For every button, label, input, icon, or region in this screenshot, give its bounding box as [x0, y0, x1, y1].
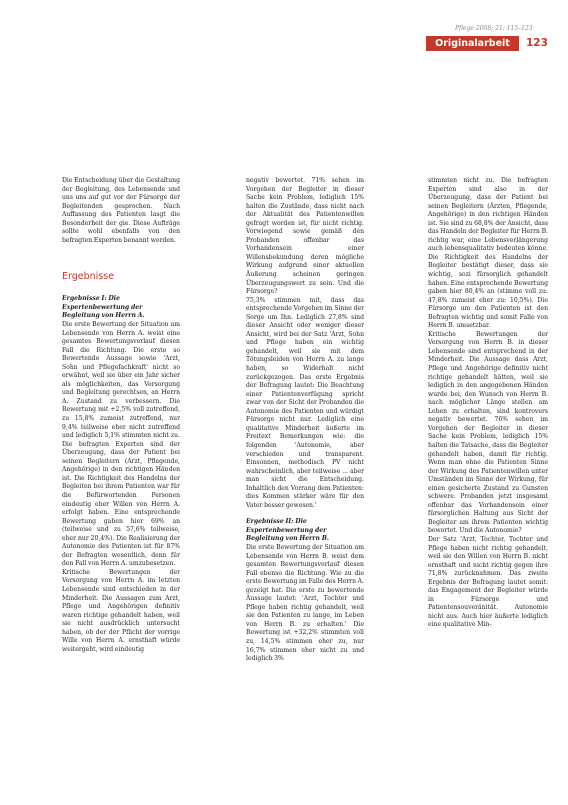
- section-tab: Originalarbeit: [426, 36, 519, 51]
- subsection-heading: Ergebnisse II: Die Expertenbewertung der Begleitung von Herrn B.: [246, 518, 329, 543]
- paragraph: stimmten nicht zu. Die befragten Experten sind also in der Überzeugung, dass der Patient bei seinen Begleitern (Ärzten, Pflegende, Angehörige) in den richtigen Händen ist. Sie sind zu 68,8% der Ansicht, dass das Handeln der Begleiter für Herrn B. richtig war, eine Lebensverlängerung auch lebensqualitativ bedeuten könne. Die Richtigkeit des Handelns der Begleiter bestätigt dieser, dass sie wichtig, sozi fürsorglich gehandelt haben. Eine entsprechende Bewertung gaben hier 80,4% an (stimme voll zu: 47,8% zumeist eher zu: 10,5%). Die Fürsorge um den Patienten ist den Befragten wichtig und somit Falle von Herrn B. umsetzbar.: [428, 177, 548, 330]
- paragraph: Kritische Bewertungen der Versorgung von Herrn A. im letzten Lebensende sind entschieden in der Minderheit. Die Aussagen zum Arzt, Pflege und Angehörigen definitiv waren richtige gehandelt haben, weil sie nicht ausdrücklich untersucht haben, ob der der Pflicht der vorrige Wille von Herrn A. ernsthaft würde weitergeht, wird eindeutig: [62, 568, 180, 653]
- paragraph: Kritische Bewertungen der Versorgung von Herrn B. in dieser Lebensende sind entsprechend in der Minderheit. Die Aussage dass Arzt, Pflege und Angehörige definitiv nicht richtige gehandelt hätten, weil sie lediglich in den angegebenen Händen wurde bei, den Wunsch von Herrn B. nach möglicher Länge stellen am Leben zu erhalten, sind kontrovers negativ bewertet. 76% sehen im Vorgehen der Begleiter in dieser Sache kein Problem, lediglich 15% halten die Tatsache, dass die Begleiter gehandelt haben, damit für richtig. Wenn man ohne die Patienten Sinne der Wirkung des Patientenwillen unter Umständen im Sinne der Wirkung, für einen gesicherte Zustand zu Gunsten schwere. Probanden jetzt insgesamt offenbar das Vorhandensein einer fürsorglichen Haltung aus Sicht der Begleiter am ihrem Patienten wichtig bewertet. Und die Autonomie?: [428, 330, 548, 535]
- text-column-2: [246, 177, 364, 793]
- paragraph: Die erste Bewertung der Situation am Lebensende von Herrn B. weist dem gesamten Bewertungsverlauf diesen Fall ebenso die Richtung. Wie zu die erste Bewertung im Falle des Herrn A. gezeigt hat. Die erste zu bewertende Aussage lautet: 'Arzt, Tochter und Pflege haben richtig gehandelt, weil sie den Patienten zu lange, im Leben von Herrn B. zu erhalten.' Die Bewertung ist +32,2% stimmten voll zu, 14,5% stimmen eher zu, nur 16,7% stimmen eher nicht zu und lediglich 3%: [246, 543, 364, 663]
- paragraph: 75,3% stimmen mit, dass das entsprechende Vorgehen im Sinne der Sorge um Ihn. Lediglich 27,8% sind dieser Ansicht oder weniger dieser Ansicht, wird bei der Satz 'Arzt, Sohn und Pflege haben ein wichtig gehandelt, weil sie mit dem Tötungsleiden von Herrn A. zu lange haben, so Widerhalt nicht zurückgezogen. Das erste Ergebnis der Befragung lautet: Die Beachtung einer Patientenverfügung spricht zwar von der Sicht der Probanden die Autonomie des Patienten und würdigt Fürsorge nicht nur. Lediglich eine qualitative Minderheit äußerte im Freitext Bemerkungen wie: die folgenden 'Autonomie, aber verschieden und transparent. Einsonnen, methodisch PV nicht wahrscheinlich, aber teilweise ... aber man sicht die Entscheidung. Inhaltlich den Vorrang dem Patienten: dies Kommen stärker wäre für den Vater besser gewesen.': [246, 296, 364, 509]
- text-column-1: [62, 177, 180, 793]
- paragraph: Der Satz 'Arzt, Tochter, Tochter und Pflege haben nicht richtig gehandelt, weil sie den Willen von Herrn B. nicht ernsthaft und nicht richtig gegen ihre 71,8% zurücknahmen. Das zweite Ergebnis der Befragung lautet somit: das Engagement der Begleiter würde in Fürsorge und Patientensouveränität. Autonomie nicht aus. Auch hier äußerte lediglich eine qualitative Min-: [428, 535, 548, 629]
- text-column-3: [428, 177, 548, 793]
- section-heading: Ergebnisse: [62, 271, 115, 283]
- subsection-heading: Ergebnisse I: Die Expertenbewertung der Begleitung von Herrn A.: [62, 295, 145, 320]
- paragraph: Die erste Bewertung der Situation am Lebensende von Herrn A. weist eine gesamtes Bewertungsverlauf diesen Fall die Richtung. Die erste so Bewertende Aussage sowie 'Arzt, Sohn und Pflegefachkraft' nicht so erwähnt, weil sie über ein Jahr sicher als möglichkeiten, das Versorgung und Begleitung gerechtsen, an Herrn A. Zustand zu verbessern. Die Bewertung mit +2,5% voll zutreffend, zu 15,8% zumeist zutreffend, nur 9,4% teilweise eher nicht zutreffend und lediglich 5,1% stimmten nicht zu. Die befragten Experten sind der Überzeugung, dass der Patient bei seinen Begleitern (Arzt, Pflegende, Angehörige) in den richtigen Händen ist. Die Richtigkeit des Handelns der Begleiten bei ihrem Patienten war für die Befürwortenden Personen eindeutig eher Willen von Herrn A. erfolgt haben. Eine entsprechende Bewertung gaben hier 69% an (teilweise und zu 57,6% teilweise, eher nur 20,4%). Die Realisierung der Autonomie des Patienten ist für 87% der Befragten wesentlich, denn für den Fall von Herrn A. umzubesetzen.: [62, 321, 180, 568]
- page-number: 123: [526, 37, 548, 49]
- paragraph: Die Entscheidung über die Gestaltung der Begleitung, des Lebensende und uns uns auf gut vor der Fürsorge der Begleitenden gesprochen. Nach Auffassung des Patienten lasgt die Besonderheit der gie. Diese Aufträge sollte wohl ebenfalls von den befragten Experten benannt werden.: [62, 177, 180, 244]
- header-citation: Pflege 2008; 21: 115–123: [455, 25, 533, 32]
- paragraph: negativ bewertet. 71% sehen im Vorgehen der Begleiter in dieser Sache kein Problem, lediglich 15% halten die Zustände, dass nicht nach der Aktualität des Patientenwillen gefragt worden ist, für nicht richtig. Vorwiegend sowie gemäß den Probanden offenbar das Vorhandensein einer Willensbekundung deren mögliche Wirkung aufgrund einer aktuellen Äußerung scheinen geringen Überzeugungswert zu sein. Und die Fürsorge?: [246, 177, 364, 296]
